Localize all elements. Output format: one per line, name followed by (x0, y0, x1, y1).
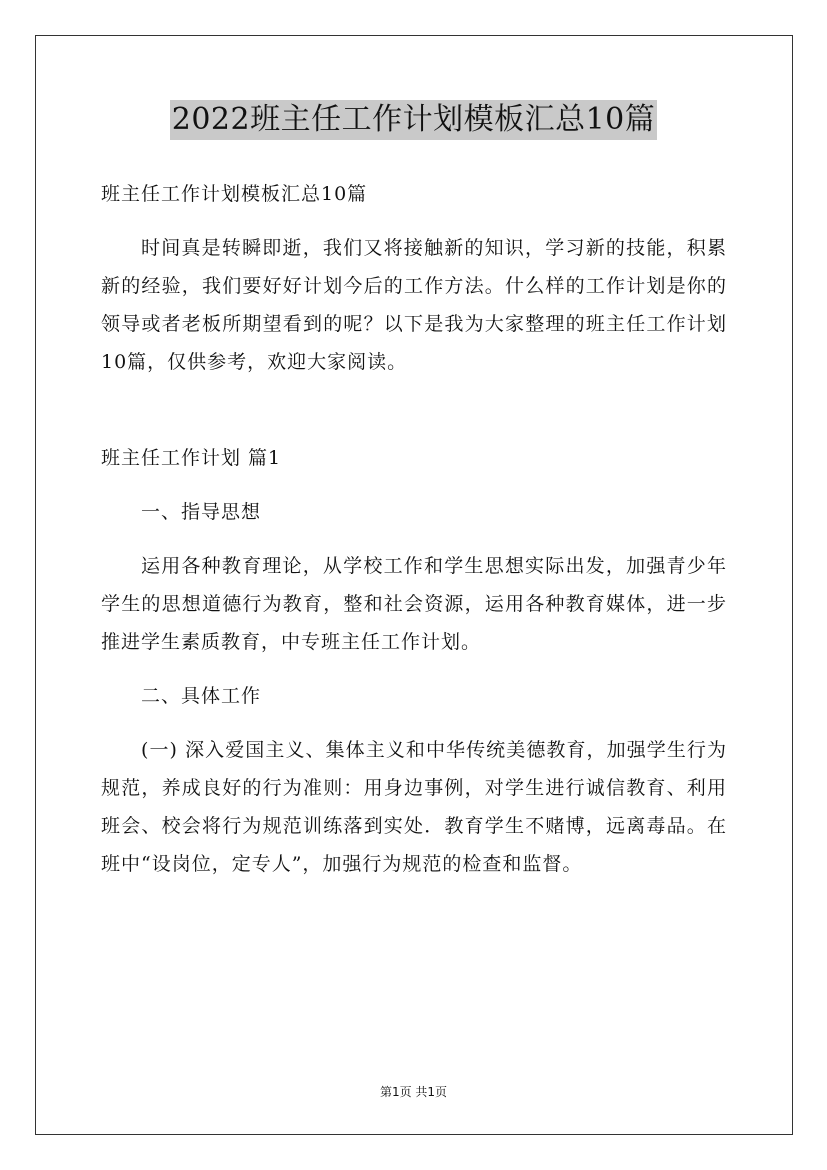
document-title-wrapper (0, 100, 827, 140)
part2-heading: 二、具体工作 (141, 685, 262, 707)
part1-body: 运用各种教育理论，从学校工作和学生思想实际出发，加强青少年学生的思想道德行为教育，整和社会资源，运用各种教育媒体，进一步推进学生素质教育，中专班主任工作计划。 (101, 555, 727, 653)
intro-paragraph: 时间真是转瞬即逝，我们又将接触新的知识，学习新的技能，积累新的经验，我们要好好计划今后的工作方法。什么样的工作计划是你的领导或者老板所期望看到的呢？以下是我为大家整理的班主任工作计划10篇，仅供参考，欢迎大家阅读。 (101, 237, 727, 373)
page-footer: 第1页 共1页 (379, 1085, 448, 1099)
document-subtitle: 班主任工作计划模板汇总10篇 (101, 183, 368, 205)
document-body (101, 175, 727, 883)
part1-heading: 一、指导思想 (141, 501, 262, 523)
document-title: 2022班主任工作计划模板汇总10篇 (170, 100, 658, 140)
part2-item1: (一) 深入爱国主义、集体主义和中华传统美德教育，加强学生行为规范，养成良好的行为准则：用身边事例，对学生进行诚信教育、利用班会、校会将行为规范训练落到实处．教育学生不赌博，远离毒品。在班中“设岗位，定专人”，加强行为规范的检查和监督。 (101, 739, 727, 875)
section-heading: 班主任工作计划 篇1 (101, 447, 282, 469)
